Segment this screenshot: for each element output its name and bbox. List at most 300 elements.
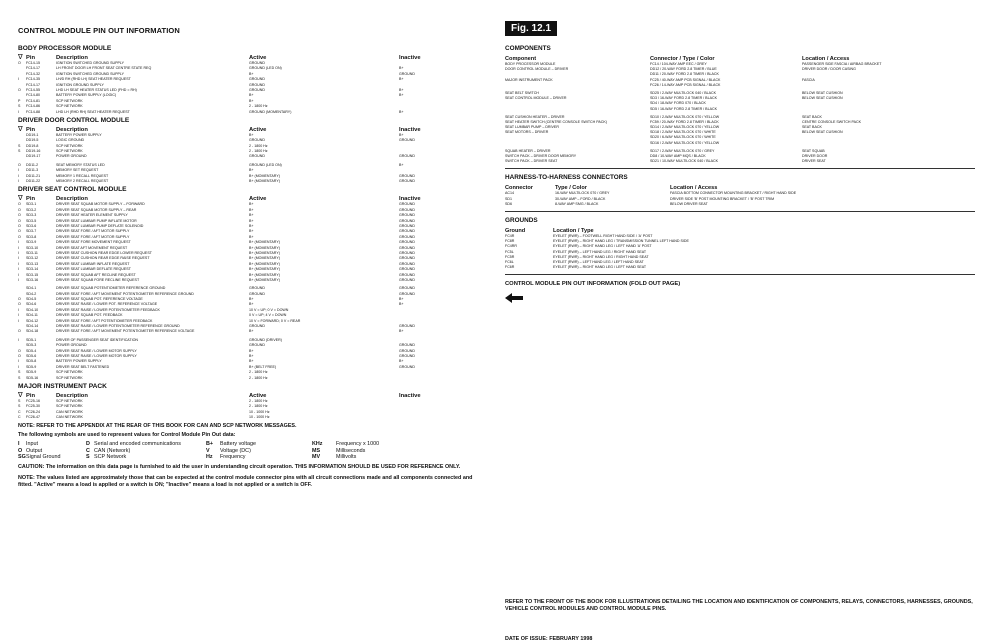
cell-inactive: B+ xyxy=(399,359,404,364)
cell-pin: SD3-16 xyxy=(26,277,39,282)
cell-sym xyxy=(18,154,26,159)
table-cell: FASCIA xyxy=(802,77,815,82)
cell-pin: DD19-5 xyxy=(26,138,39,143)
cell-pin: SD5-8 xyxy=(26,359,37,364)
cell-pin: FC14-81 xyxy=(26,98,40,103)
cell-inactive: GROUND xyxy=(399,138,415,143)
legend-symbol: MV xyxy=(312,453,321,460)
cell-desc: DRIVER SEAT SQUAB POT. REFERENCE VOLTAGE xyxy=(56,297,143,302)
cell-active: B+ xyxy=(249,229,254,234)
table-cell: SEAT CUSHION HEATER – DRIVER xyxy=(505,114,565,119)
cell-desc: MEMORY SET REQUEST xyxy=(56,168,99,173)
table-cell: SEAT BACK xyxy=(802,114,822,119)
cell-desc: IGNITION SWITCHED GROUND SUPPLY xyxy=(56,71,125,76)
cell-sym: O xyxy=(18,348,21,353)
cell-active: GROUND xyxy=(249,343,265,348)
cell-desc: DRIVER SEAT LUMBAR INFLATE REQUEST xyxy=(56,261,130,266)
table-cell: SEAT MOTORS – DRIVER xyxy=(505,130,549,135)
cell-desc: DRIVER SEAT FORE / AFT MOTOR SUPPLY xyxy=(56,234,130,239)
cell-inactive: GROUND xyxy=(399,229,415,234)
legend-symbol: I xyxy=(18,441,20,448)
table-cell: DRIVER DOOR xyxy=(802,154,828,158)
cell-pin: SD4-1 xyxy=(26,286,37,291)
cell-pin: SD4-14 xyxy=(26,324,39,329)
cell-pin: FC14-15 xyxy=(26,61,40,65)
cell-inactive: GROUND xyxy=(399,267,415,272)
cell-pin: DD19-17 xyxy=(26,154,41,159)
cell-sym: I xyxy=(18,245,19,250)
cell-pin: SD4-6 xyxy=(26,302,37,307)
cell-active: B+ (MOMENTARY) xyxy=(249,250,280,255)
cell-desc: DRIVER SEAT AFT MOVEMENT REQUEST xyxy=(56,245,128,250)
cell-pin: SD4-5 xyxy=(26,297,37,302)
cell-sym: O xyxy=(18,329,21,334)
reference-note: REFER TO THE FRONT OF THE BOOK FOR ILLUSTRATIONS DETAILING THE LOCATION AND IDENTIFICATION OF COMPONENTS, RELAYS, CONNECTORS, HARNESSES, GROUNDS, VEHICLE CONTROL MODULES AND CONTROL MODULE PINS. xyxy=(505,599,973,612)
cell-active: B+ xyxy=(249,132,254,137)
column-header: Type / Color xyxy=(555,185,587,192)
table-cell xyxy=(802,107,972,112)
table-cell: SD16 / 2-WAY MULTILOCK 070 / YELLOW xyxy=(650,140,720,145)
cell-inactive: GROUND xyxy=(399,272,415,277)
cell-sym: S xyxy=(18,143,21,148)
cell-active: B+ xyxy=(249,297,254,302)
cell-pin: FC25-16 xyxy=(26,398,40,403)
cell-active: B+ xyxy=(249,98,254,103)
cell-active: 2 - 1800 Hz xyxy=(249,404,268,409)
legend-symbol: Hz xyxy=(206,453,213,460)
cell-sym: I xyxy=(18,313,19,318)
cell-desc: CAN NETWORK xyxy=(56,409,83,414)
table-row xyxy=(505,83,975,88)
cell-sym: S xyxy=(18,370,21,375)
cell-desc: DRIVER SEAT RAISE / LOWER POTENTIOMETER FEEDBACK xyxy=(56,307,160,312)
cell-sym: S xyxy=(18,404,21,409)
module-title: MAJOR INSTRUMENT PACK xyxy=(18,382,107,390)
table-cell: 8-WAY AMP SMG / BLACK xyxy=(555,201,599,206)
cell-active: B+ (MOMENTARY) xyxy=(249,277,280,282)
cell-pin: FC14-88 xyxy=(26,109,40,114)
cell-desc: LH/D RH (RHD LH) SEAT HEATER REQUEST xyxy=(56,77,131,82)
divider xyxy=(505,168,975,169)
table-cell: SD25 / 2-WAY MULTILOCK 040 / BLACK xyxy=(650,90,716,95)
cell-pin: DD11-21 xyxy=(26,173,41,178)
cell-active: 10 V = UP; 0 V = DOWN xyxy=(249,307,289,312)
cell-inactive: GROUND xyxy=(399,286,415,291)
table-cell: SD5 / 16-WAY FORD 2.8 TIMER / BLACK xyxy=(650,106,717,111)
table-cell: DRIVER SIDE 'B' POST MOUNTING BRACKET / 'B' POST TRIM xyxy=(670,196,775,201)
cell-pin: SD3-6 xyxy=(26,223,37,228)
table-cell: 16-WAY MULTILOCK 070 / GREY xyxy=(555,191,610,196)
cell-pin: SD5-3 xyxy=(26,343,37,348)
cell-pin: DD19-1 xyxy=(26,132,39,137)
divider xyxy=(505,211,975,212)
legend-intro: The following symbols are used to represent values for Control Module Pin Out data: xyxy=(18,432,236,439)
table-cell: FASCIA BOTTOM CONNECTOR MOUNTING BRACKET / RIGHT HAND SIDE xyxy=(670,191,797,196)
legend-meaning: Voltage (DC) xyxy=(220,447,251,454)
cell-pin: SD3-3 xyxy=(26,213,37,218)
values-note: NOTE: The values listed are approximately those that can be expected at the control module connector pins with all circuit connections made and all components connected and fitted. "Active" means a load is applied or a switch is ON; "Inactive" means a load is not applied or a switch is OFF. xyxy=(18,475,473,489)
column-header-pin: Pin xyxy=(26,55,36,61)
cell-sym: O xyxy=(18,302,21,307)
table-cell: EYELET (RWR) – FOOTWELL RIGHT HAND SIDE / 'A' POST xyxy=(553,233,653,238)
cell-sym: I xyxy=(18,168,19,173)
legend-meaning: Signal Ground xyxy=(26,453,61,460)
legend-meaning: SCP Network xyxy=(94,453,127,460)
cell-active: 2 - 1800 Hz xyxy=(249,370,268,375)
table-cell: SD20 / 6-WAY MULTILOCK 070 / WHITE xyxy=(650,135,716,140)
table-cell: DRIVER SEAT xyxy=(802,159,826,164)
cell-pin: SD4-2 xyxy=(26,291,37,296)
cell-inactive: B+ xyxy=(399,77,404,82)
cell-desc: DRIVER SEAT RAISE / LOWER MOTOR SUPPLY xyxy=(56,353,137,358)
table-cell: FC14 / 104-WAY AMP EEC / GREY xyxy=(650,62,707,66)
cell-desc: SCP NETWORK xyxy=(56,398,83,403)
cell-desc: BATTERY POWER SUPPLY xyxy=(56,359,102,364)
cell-sym: O xyxy=(18,202,21,207)
table-cell: DOOR CONTROL MODULE – DRIVER xyxy=(505,67,569,72)
cell-sym: S xyxy=(18,398,21,403)
table-header xyxy=(18,391,480,399)
cell-desc: DRIVER SEAT BELT FASTENED xyxy=(56,364,110,369)
cell-inactive: B+ xyxy=(399,87,404,92)
cell-active: B+ xyxy=(249,223,254,228)
cell-desc: LOGIC GROUND xyxy=(56,138,85,143)
cell-inactive: B+ xyxy=(399,329,404,334)
table-cell: SD1 xyxy=(505,196,512,201)
table-cell: SD18 / 2-WAY MULTILOCK 070 / WHITE xyxy=(650,130,716,135)
cell-desc: SCP NETWORK xyxy=(56,143,83,148)
cell-pin: FC14-35 xyxy=(26,77,40,82)
cell-inactive: B+ xyxy=(399,302,404,307)
cell-desc: POWER GROUND xyxy=(56,154,87,159)
cell-desc: IGNITION GROUND SUPPLY xyxy=(56,82,104,87)
table-cell: BELOW SEAT CUSHION xyxy=(802,96,843,101)
column-header: Ground xyxy=(505,227,526,234)
cell-inactive: GROUND xyxy=(399,348,415,353)
table-cell: SEAT BACK xyxy=(802,125,822,130)
cell-sym: I xyxy=(18,240,19,245)
cell-pin: FC14-17 xyxy=(26,82,40,87)
cell-inactive: GROUND xyxy=(399,256,415,261)
cell-pin: SD4-11 xyxy=(26,313,38,318)
cell-sym: O xyxy=(18,223,21,228)
table-cell: EYELET (RWR) – RIGHT HAND LEG / LEFT HAND SEAT xyxy=(553,265,647,270)
cell-sym: I xyxy=(18,359,19,364)
column-header-pin: Pin xyxy=(26,126,36,133)
table-row xyxy=(505,159,975,164)
cell-active: 2 - 1800 Hz xyxy=(249,143,268,148)
column-header: Location / Type xyxy=(553,227,594,234)
cell-sym: I xyxy=(18,109,19,114)
cell-pin: SD5-4 xyxy=(26,348,37,353)
cell-active: 2 - 1800 Hz xyxy=(249,398,268,403)
table-row xyxy=(505,202,975,207)
legend-meaning: Milliseconds xyxy=(336,447,366,454)
cell-desc: DRIVER SEAT FORE MOVEMENT REQUEST xyxy=(56,240,131,245)
table-header xyxy=(18,53,480,61)
table-cell: SEAT BELT SWITCH xyxy=(505,90,539,95)
cell-desc: DRIVER SEAT SQUAB AFT RECLINE REQUEST xyxy=(56,272,136,277)
cell-pin: DD19-8 xyxy=(26,143,39,148)
column-header: Location / Access xyxy=(670,185,718,192)
table-cell: AC14 xyxy=(505,191,514,196)
cell-inactive: GROUND xyxy=(399,218,415,223)
table-cell: SEAT HEATER SWITCH (CENTRE CONSOLE SWITCH PACK) xyxy=(505,119,607,124)
cell-pin: SD3-14 xyxy=(26,267,39,272)
cell-pin: FC14-32 xyxy=(26,71,40,76)
column-header-inactive: Inactive xyxy=(399,392,421,399)
cell-desc: DRIVER SEAT LUMBAR PUMP DEFLATE SOLENOID xyxy=(56,223,144,228)
cell-inactive: GROUND xyxy=(399,261,415,266)
network-note: NOTE: REFER TO THE APPENDIX AT THE REAR OF THIS BOOK FOR CAN AND SCP NETWORK MESSAGES. xyxy=(18,423,297,430)
cell-pin: SD3-11 xyxy=(26,250,38,255)
table-row xyxy=(505,107,975,112)
harness-table xyxy=(505,183,975,207)
cell-inactive: GROUND xyxy=(399,173,415,178)
cell-desc: DRIVER SEAT LUMBAR DEFLATE REQUEST xyxy=(56,267,131,272)
table-cell: SD14 / 2-WAY MULTILOCK 070 / YELLOW xyxy=(650,125,720,130)
cell-pin: SD5-9 xyxy=(26,370,37,375)
table-cell: BELOW SEAT CUSHION xyxy=(802,130,843,135)
table-header xyxy=(18,194,480,202)
table-cell: BELOW SEAT CUSHION xyxy=(802,90,843,95)
cell-desc: LHD LH SEAT HEATER STATUS LED (FHD = RH) xyxy=(56,87,137,92)
cell-inactive xyxy=(399,376,469,381)
module-block xyxy=(18,186,480,381)
column-header-active: Active xyxy=(249,55,267,61)
column-header-active: Active xyxy=(249,196,267,203)
cell-sym: I xyxy=(18,307,19,312)
cell-desc: BATTERY POWER SUPPLY (LOGIC) xyxy=(56,93,117,98)
cell-sym: I xyxy=(18,272,19,277)
cell-pin: SD4-12 xyxy=(26,318,39,323)
column-header-desc: Description xyxy=(56,196,88,203)
cell-desc: BATTERY POWER SUPPLY xyxy=(56,132,102,137)
cell-active: GROUND xyxy=(249,87,265,92)
cell-inactive: GROUND xyxy=(399,245,415,250)
cell-active: 2 - 1800 Hz xyxy=(249,375,268,380)
legend-meaning: Output xyxy=(26,447,43,454)
cell-active: B+ (MOMENTARY) xyxy=(249,256,280,261)
table-cell: FC6R xyxy=(505,265,515,270)
cell-inactive: GROUND xyxy=(399,240,415,245)
table-cell: EYELET (RWR) – RIGHT HAND LEG / TRANSMISSION TUNNEL LEFT HAND SIDE xyxy=(553,239,689,244)
cell-pin: SD3-12 xyxy=(26,256,39,261)
cell-inactive: GROUND xyxy=(399,179,415,184)
cell-sym: O xyxy=(18,162,21,167)
cell-active: GROUND xyxy=(249,77,265,82)
legend-symbol: O xyxy=(18,447,23,454)
table-row xyxy=(18,179,480,184)
cell-desc: SCP NETWORK xyxy=(56,375,83,380)
column-header: Connector xyxy=(505,185,533,192)
cell-desc: DRIVER OF PASSENGER SEAT IDENTIFICATION xyxy=(56,337,139,342)
cell-active: B+ xyxy=(249,348,254,353)
cell-active: B+ xyxy=(249,93,254,98)
cell-inactive: GROUND xyxy=(399,207,415,212)
column-header-pin: Pin xyxy=(26,196,36,203)
cell-sym: O xyxy=(18,234,21,239)
cell-active: 2 - 1800 Hz xyxy=(249,149,268,154)
table-cell: CENTRE CONSOLE SWITCH PACK xyxy=(802,119,862,124)
cell-active: GROUND xyxy=(249,61,265,65)
table-cell: SEAT LUMBAR PUMP – DRIVER xyxy=(505,125,559,130)
table-cell: DD8 / 10-WAY AMP MQS / BLACK xyxy=(650,154,706,158)
cell-pin: DD11-22 xyxy=(26,179,41,184)
table-cell: SWITCH PACK – DRIVER DOOR MEMORY xyxy=(505,154,577,158)
cell-sym: O xyxy=(18,297,21,302)
cell-active: B+ (MOMENTARY) xyxy=(249,272,280,277)
table-cell: FC4RR xyxy=(505,244,517,249)
cell-active: B+ (BELT FREE) xyxy=(249,364,277,369)
table-cell: BODY PROCESSOR MODULE xyxy=(505,62,556,66)
cell-active: B+ xyxy=(249,202,254,207)
cell-active: B+ xyxy=(249,353,254,358)
cell-desc: DRIVER SEAT FORE / AFT MOTOR SUPPLY xyxy=(56,229,130,234)
cell-pin: SD3-5 xyxy=(26,218,37,223)
legend-symbol: SG xyxy=(18,453,26,460)
table-cell xyxy=(505,141,650,146)
components-table xyxy=(505,54,975,164)
cell-desc: SEAT MEMORY STATUS LED xyxy=(56,162,105,167)
table-cell: DD11 / 20-WAY FORD 2.8 TIMER / BLACK xyxy=(650,72,719,77)
cell-inactive: GROUND xyxy=(399,234,415,239)
table-cell: SD10 / 2-WAY MULTILOCK 070 / YELLOW xyxy=(650,114,720,119)
cell-desc: DRIVER SEAT HEATER ELEMENT SUPPLY xyxy=(56,213,128,218)
table-cell: EYELET (RWR) – RIGHT HAND LEG / LEFT HAND 'A' POST xyxy=(553,244,652,249)
cell-active: GROUND (MOMENTARY) xyxy=(249,109,292,114)
grounds-title: GROUNDS xyxy=(505,216,538,224)
cell-pin: SD5-16 xyxy=(26,375,39,380)
cell-desc: SCP NETWORK xyxy=(56,370,83,375)
cell-sym: O xyxy=(18,61,21,65)
caution-note: CAUTION: The information on this data page is furnished to aid the user in understanding circuit operation. THIS INFORMATION SHOULD BE USED FOR REFERENCE ONLY. xyxy=(18,464,461,471)
table-cell: 30-WAY AMP – FORD / BLACK xyxy=(555,196,606,201)
table-row xyxy=(18,415,480,420)
cell-pin: SD3-1 xyxy=(26,202,37,207)
cell-desc: SCP NETWORK xyxy=(56,104,83,109)
column-header-pin: Pin xyxy=(26,392,36,399)
module-title: DRIVER SEAT CONTROL MODULE xyxy=(18,186,127,194)
table-cell: FC59 / 20-WAY FORD 2.8 TIMER / BLACK xyxy=(650,119,719,124)
reference-panel xyxy=(505,18,975,308)
cell-sym: C xyxy=(18,415,21,420)
cell-sym: C xyxy=(18,409,21,414)
cell-desc: DRIVER SEAT FORE / AFT MOVEMENT POTENTIOMETER REFERENCE VOLTAGE xyxy=(56,329,195,334)
table-cell: BELOW DRIVER SEAT xyxy=(670,201,708,206)
cell-pin: SD5-6 xyxy=(26,353,37,358)
table-cell: FC5L xyxy=(505,249,514,254)
module-title: DRIVER DOOR CONTROL MODULE xyxy=(18,116,130,124)
fold-out-caption: CONTROL MODULE PIN OUT INFORMATION (FOLD OUT PAGE) xyxy=(505,281,681,288)
column-header-sym: ∇ xyxy=(18,391,23,399)
cell-pin: SD5-9 xyxy=(26,364,37,369)
table-cell: EYELET (RWR) – RIGHT HAND LEG / RIGHT HAND SEAT xyxy=(553,254,649,259)
cell-pin: FC14-86 xyxy=(26,104,40,109)
cell-inactive: GROUND xyxy=(399,364,415,369)
module-block xyxy=(18,45,480,115)
cell-inactive: B+ xyxy=(399,66,404,71)
cell-inactive: B+ xyxy=(399,162,404,167)
cell-pin: FC25-30 xyxy=(26,404,40,409)
legend-meaning: Serial and encoded communications xyxy=(94,441,181,448)
table-cell: DD12 / 20-WAY FORD 2.8 TIMER / BLUE xyxy=(650,67,717,72)
cell-inactive: GROUND xyxy=(399,154,415,159)
cell-desc: IGNITION SWITCHED GROUND SUPPLY xyxy=(56,61,125,65)
legend-symbol: S xyxy=(86,453,90,460)
harness-title: HARNESS-TO-HARNESS CONNECTORS xyxy=(505,174,628,182)
cell-active: 10 - 1000 Hz xyxy=(249,415,270,420)
table-cell xyxy=(802,83,972,88)
cell-active: B+ (MOMENTARY) xyxy=(249,240,280,245)
column-header-active: Active xyxy=(249,392,267,399)
cell-desc: MEMORY 2 RECALL REQUEST xyxy=(56,179,109,184)
column-header-desc: Description xyxy=(56,126,88,133)
column-header: Connector / Type / Color xyxy=(650,56,715,62)
grounds-table xyxy=(505,226,975,270)
cell-active: B+ (MOMENTARY) xyxy=(249,173,280,178)
cell-inactive: GROUND xyxy=(399,202,415,207)
cell-active: B+ xyxy=(249,207,254,212)
page-title: CONTROL MODULE PIN OUT INFORMATION xyxy=(18,26,180,35)
cell-pin: FC26-24 xyxy=(26,409,40,414)
table-row xyxy=(505,265,975,270)
cell-active: GROUND xyxy=(249,82,265,87)
cell-desc: DRIVER SEAT SQUAB POTENTIOMETER REFERENCE GROUND xyxy=(56,286,166,291)
issue-date: DATE OF ISSUE: FEBRUARY 1998 xyxy=(505,636,593,642)
cell-active: GROUND xyxy=(249,154,265,159)
cell-sym: O xyxy=(18,207,21,212)
cell-sym: P xyxy=(18,98,21,103)
table-row xyxy=(18,154,480,159)
cell-active: 2 - 1800 Hz xyxy=(249,104,268,109)
column-header-sym: ∇ xyxy=(18,125,23,133)
components-title: COMPONENTS xyxy=(505,45,551,52)
cell-sym: I xyxy=(18,364,19,369)
legend-symbol: V xyxy=(206,447,210,454)
legend-meaning: Battery voltage xyxy=(220,441,256,448)
cell-inactive: GROUND xyxy=(399,291,415,296)
cell-sym: I xyxy=(18,337,19,342)
cell-inactive: GROUND xyxy=(399,277,415,282)
module-list xyxy=(18,45,480,420)
cell-desc: MEMORY 1 RECALL REQUEST xyxy=(56,173,109,178)
cell-desc: DRIVER SEAT CUSHION REAR EDGE LOWER REQUEST xyxy=(56,250,152,255)
table-row xyxy=(18,278,480,283)
table-cell: FC6L xyxy=(505,259,514,264)
legend-meaning: Millivolts xyxy=(336,453,357,460)
legend-symbol: D xyxy=(86,441,90,448)
table-cell: SQUAB HEATER – DRIVER xyxy=(505,148,551,153)
table-cell: SEAT SQUAB xyxy=(802,148,825,153)
cell-sym: S xyxy=(18,375,21,380)
cell-desc: DRIVER SEAT SQUAB FORE RECLINE REQUEST xyxy=(56,277,140,282)
table-cell xyxy=(505,83,650,88)
cell-pin: SD4-10 xyxy=(26,307,39,312)
module-title: BODY PROCESSOR MODULE xyxy=(18,45,112,52)
cell-desc: CAN NETWORK xyxy=(56,415,83,420)
table-row xyxy=(18,110,480,115)
cell-sym: I xyxy=(18,318,19,323)
figure-label: Fig. 12.1 xyxy=(505,21,557,36)
cell-desc: DRIVER SEAT FORE / AFT MOVEMENT POTENTIOMETER REFERENCE GROUND xyxy=(56,291,194,296)
pin-out-panel xyxy=(18,26,480,489)
cell-sym: I xyxy=(18,256,19,261)
cell-inactive xyxy=(399,415,469,420)
cell-sym: O xyxy=(18,218,21,223)
table-header xyxy=(505,54,975,62)
cell-desc: SCP NETWORK xyxy=(56,404,83,409)
